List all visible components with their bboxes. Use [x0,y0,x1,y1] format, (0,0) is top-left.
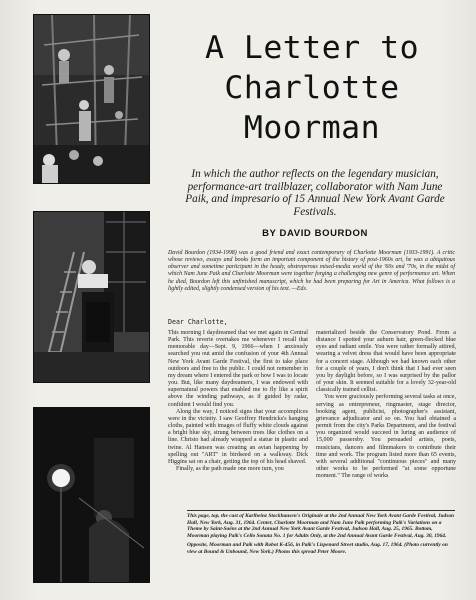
body-paragraph: Finally, as the path made one more turn, you [176,465,284,472]
article-deck: In which the author reflects on the legendary musician, performance-art trailblazer, collaborator with Nam June Paik, and impresario of 15 Annual New York Avant Garde Festivals. [185,168,445,218]
article-title [162,28,462,148]
title-line: Charlotte [224,70,400,106]
photo-cello-sonata [33,407,150,583]
photo-cello-sonata-image [34,408,149,582]
body-column-left [168,330,308,473]
title-line: Moorman [243,110,381,146]
photo-variations-performance [33,211,150,383]
letter-salutation: Dear Charlotte, [168,318,228,326]
photo-originale-cast [33,14,150,184]
body-paragraph: This morning I daydreamed that we met again in Central Park. This reverie overtakes me whenever I recall that memorable day—Sept. 9, 1966—when I anxiously searched you out amid the confusion of your 4th Annual New York Avant Garde Festival, the first to take place outdoors and free to the public. I could not remember in my dream where I entered the park or how I was to locate you. But, like many daydreamers, I was endowed with supernatural powers that enabled me to fly like a spirit above the winding pathways, as if guided by radar, confident I would find you. [168,330,308,408]
photo-originale-image [34,15,149,183]
photo-variations-image [34,212,149,382]
title-line: A Letter to [204,30,420,66]
editors-note: David Bourdon (1934-1998) was a good friend and exact contemporary of Charlotte Moorman (1933-1991). A critic whose reviews, essays and books form an important component of the history of post-1960s art, he was a ubiquitous observer and sometime participant in the heady, obstreperous mixed-media world of the '60s and '70s, in the midst of which Nam June Paik and Charlotte Moorman were together forging a challenging new genre of performance art. When he died, Bourdon left this unfinished manuscript, which he had been preparing for Art in America. What follows is a lightly edited, slightly condensed version of his text. —Eds. [168,250,455,292]
body-paragraph: You were graciously performing several tasks at once, serving as entrepreneur, ringmaster, stage director, booking agent, publicist, photographer's assistant, grievance adjudicator and so on. You had obtained a permit from the city's Parks Department, and the festival you organized would succeed in luring an audience of 15,000 passersby. You persuaded artists, poets, musicians, dancers and filmmakers to contribute their time and work. The program listed more than 65 events, with several additional "continuous pieces" and many other works to be performed "at some opportune moment." The range of works [316,394,456,480]
body-column-right [316,330,456,480]
photo-captions [187,513,455,558]
caption-this-page: This page, top, the cast of Karlheinz Stockhausen's Originale at the 2nd Annual New York Avant Garde Festival, Judson Hall, New York, Aug. 31, 1964. Center, Charlotte Moorman and Nam June Paik performing Paik's Variations on a Theme by Saint-Saëns at the 2nd Annual New York Avant Garde Festival, Judson Hall, Aug. 25, 1965. Bottom, Moorman playing Paik's Cello Sonata No. 1 for Adults Only, at the 2nd Annual Avant Garde Festival, Aug. 30, 1964. [187,513,455,539]
article-byline: BY DAVID BOURDON [262,228,368,239]
caption-divider [187,510,455,511]
caption-opposite: Opposite, Moorman and Paik with Robot K-456, in Paik's Lispenard Street studio, Aug. 17, 1964. (Photo currently on view at Bound & Unbound, New York.) Photos this spread Peter Moore. [187,542,448,555]
body-paragraph: materialized beside the Conservatory Pond. From a distance I spotted your auburn hair, green-flecked blue eyes and radiant smile. You were rather formally attired, wearing a velvet dress that would have been appropriate for a concert stage. Although we had known each other for a couple of years, I don't think that I had ever seen you by daylight before, so I was surprised by the pallor of your skin. It seemed suitable for a lovely 32-year-old classically trained cellist. [316,330,456,394]
body-paragraph: Along the way, I noticed signs that your accomplices were in the vicinity. I saw Geoffrey Hendricks's hanging cloths, painted with images of fluffy white clouds against a bright blue sky, strung between trees like clothes on a line. Christo had already wrapped a statue in plastic and twine. Al Hansen was creating an avian happening by spelling out "ART" in birdseed on a walkway. Dick Higgins sat on a chair, getting the top of his head shaved. [168,408,308,465]
